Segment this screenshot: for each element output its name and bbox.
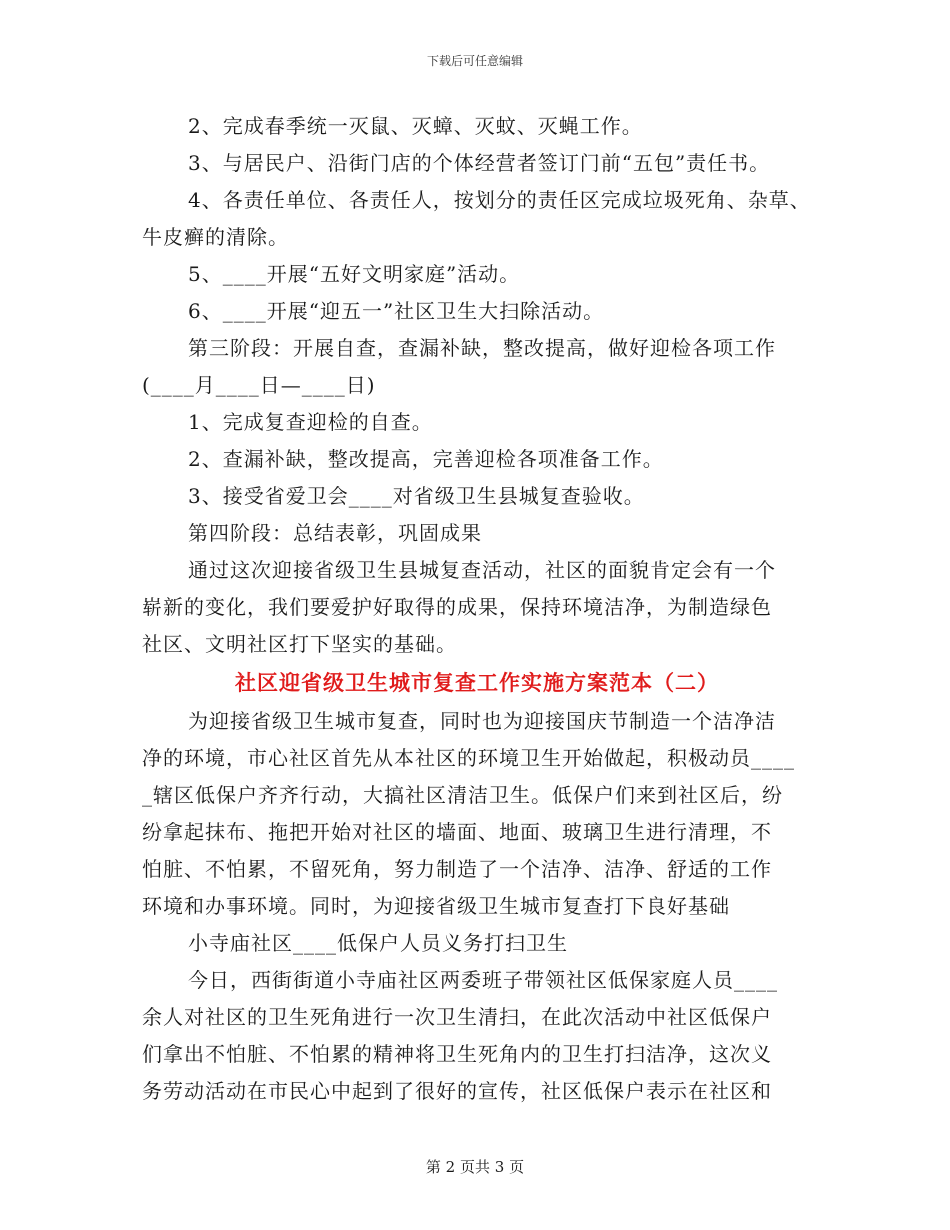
paragraph-line: 牛皮癣的清除。: [142, 225, 289, 249]
paragraph-line: 为迎接省级卫生城市复查，同时也为迎接国庆节制造一个洁净洁: [188, 709, 776, 733]
paragraph-line: 2、查漏补缺，整改提高，完善迎检各项准备工作。: [188, 447, 664, 471]
paragraph-line: 第三阶段：开展自查，查漏补缺，整改提高，做好迎检各项工作: [188, 336, 776, 360]
paragraph-line: (____月____日—____日): [142, 373, 376, 397]
paragraph-line: 今日，西街街道小寺庙社区两委班子带领社区低保家庭人员____: [188, 968, 778, 992]
paragraph-line: _辖区低保户齐齐行动，大搞社区清洁卫生。低保户们来到社区后，纷: [142, 783, 783, 807]
paragraph-line: 环境和办事环境。同时，为迎接省级卫生城市复查打下良好基础: [142, 894, 730, 918]
paragraph-line: 崭新的变化，我们要爱护好取得的成果，保持环境洁净，为制造绿色: [142, 595, 772, 619]
paragraph-line: 3、与居民户、沿街门店的个体经营者签订门前“五包”责任书。: [188, 151, 771, 175]
paragraph-line: 务劳动活动在市民心中起到了很好的宣传，社区低保户表示在社区和: [142, 1079, 772, 1103]
paragraph-line: 们拿出不怕脏、不怕累的精神将卫生死角内的卫生打扫洁净，这次义: [142, 1042, 772, 1066]
document-body: [142, 108, 812, 1110]
page-header: 下载后可任意编辑: [426, 54, 523, 68]
page-footer: 第 2 页共 3 页: [425, 1158, 525, 1176]
paragraph-line: 余人对社区的卫生死角进行一次卫生清扫，在此次活动中社区低保户: [142, 1005, 772, 1029]
paragraph-line: 怕脏、不怕累，不留死角，努力制造了一个洁净、洁净、舒适的工作: [142, 857, 772, 881]
paragraph-line: 5、____开展“五好文明家庭”活动。: [188, 262, 521, 286]
section-title: 社区迎省级卫生城市复查工作实施方案范本（二）: [235, 670, 719, 695]
paragraph-line: 6、____开展“迎五一”社区卫生大扫除活动。: [188, 299, 605, 323]
paragraph-line: 社区、文明社区打下坚实的基础。: [142, 632, 457, 656]
paragraph-line: 1、完成复查迎检的自查。: [188, 410, 433, 434]
paragraph-line: 第四阶段：总结表彰，巩固成果: [188, 521, 482, 545]
paragraph-line: 纷拿起抹布、拖把开始对社区的墙面、地面、玻璃卫生进行清理，不: [142, 820, 772, 844]
paragraph-line: 通过这次迎接省级卫生县城复查活动，社区的面貌肯定会有一个: [188, 558, 776, 582]
paragraph-line: 净的环境，市心社区首先从本社区的环境卫生开始做起，积极动员____: [142, 746, 795, 770]
paragraph-line: 2、完成春季统一灭鼠、灭蟑、灭蚊、灭蝇工作。: [188, 114, 643, 138]
paragraph-line: 小寺庙社区____低保户人员义务打扫卫生: [188, 931, 568, 955]
paragraph-line: 3、接受省爱卫会____对省级卫生县城复查验收。: [188, 484, 645, 508]
paragraph-line: 4、各责任单位、各责任人，按划分的责任区完成垃圾死角、杂草、: [188, 188, 811, 212]
